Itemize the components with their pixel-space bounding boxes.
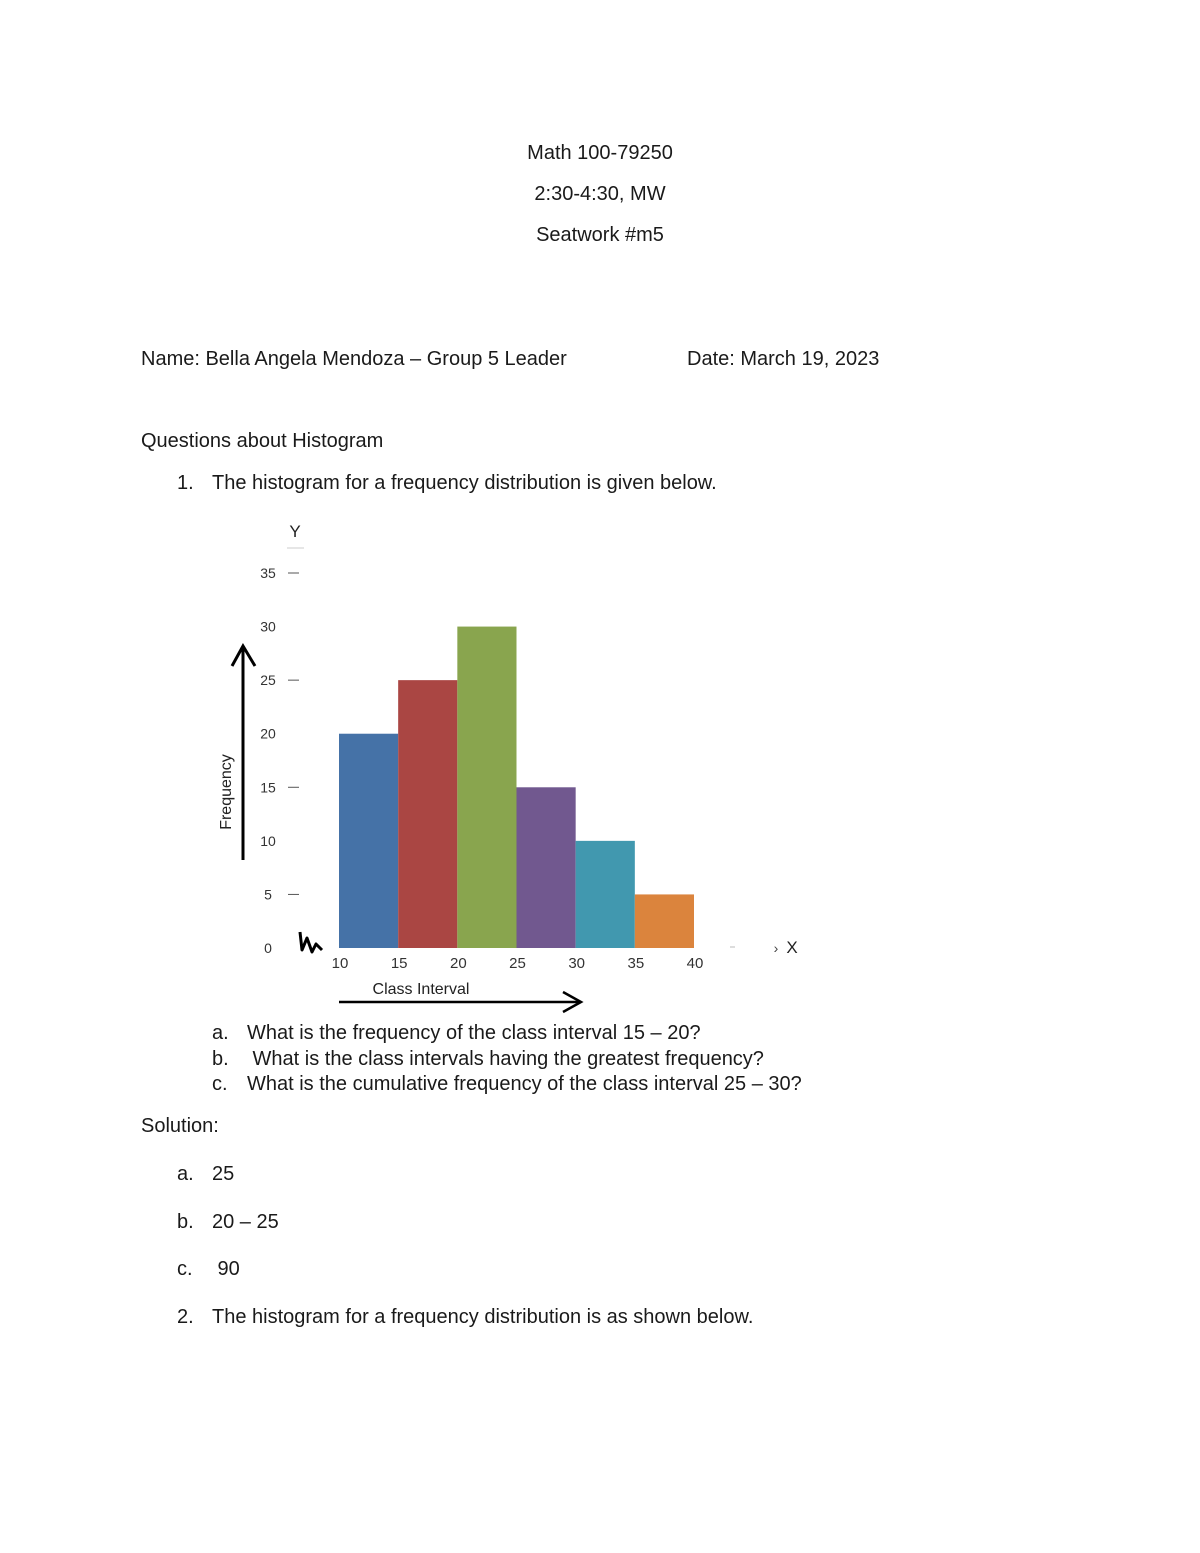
sub-question-b: What is the class intervals having the greatest frequency? xyxy=(247,1048,764,1070)
question-1-number: 1. xyxy=(177,472,194,494)
x-tick-label: 15 xyxy=(390,955,408,972)
x-tick-label: 10 xyxy=(331,955,349,972)
answer-letter-b: b. xyxy=(177,1211,194,1233)
y-axis-title: Frequency xyxy=(218,754,235,830)
y-tick-label: 35 xyxy=(260,565,276,581)
x-tick-label: 25 xyxy=(509,955,526,972)
answer-letter-c: c. xyxy=(177,1258,193,1280)
class-schedule: 2:30-4:30, MW xyxy=(534,183,666,205)
sub-question-letter-c: c. xyxy=(212,1073,228,1095)
question-2-text: The histogram for a frequency distribution is as shown below. xyxy=(212,1306,754,1328)
axis-break-squiggle xyxy=(300,932,322,952)
x-axis-title: Class Interval xyxy=(372,981,470,998)
y-tick-label: 30 xyxy=(260,618,276,635)
question-1-text: The histogram for a frequency distribution is given below. xyxy=(212,472,717,494)
x-axis-letter: X xyxy=(786,938,798,957)
y-tick-label: 15 xyxy=(260,779,276,796)
histogram-bar-30-35 xyxy=(576,841,635,948)
histogram-bar-20-25 xyxy=(457,627,516,948)
sub-question-letter-a: a. xyxy=(212,1022,229,1044)
answer-c: 90 xyxy=(212,1258,240,1280)
sub-question-letter-b: b. xyxy=(212,1048,229,1070)
solution-label: Solution: xyxy=(141,1115,219,1137)
bars-layer xyxy=(339,627,694,948)
section-title: Questions about Histogram xyxy=(141,430,384,452)
y-tick-label: 25 xyxy=(260,672,276,689)
histogram-bar-25-30 xyxy=(517,787,576,948)
histogram-bar-35-40 xyxy=(635,894,694,948)
histogram-bar-10-15 xyxy=(339,734,398,948)
student-name: Name: Bella Angela Mendoza – Group 5 Leader xyxy=(141,348,567,370)
answer-b: 20 – 25 xyxy=(212,1211,279,1233)
course-code: Math 100-79250 xyxy=(527,142,673,164)
x-tick-label: 20 xyxy=(449,955,467,972)
x-tick-label: 30 xyxy=(568,955,586,972)
answer-letter-a: a. xyxy=(177,1163,194,1185)
x-tick-label: 40 xyxy=(686,955,704,972)
y-tick-label: 5 xyxy=(264,886,272,903)
y-tick-label: 10 xyxy=(260,832,276,849)
document-title: Seatwork #m5 xyxy=(536,224,664,246)
answer-a: 25 xyxy=(212,1163,235,1185)
sub-question-c: What is the cumulative frequency of the class interval 25 – 30? xyxy=(247,1073,802,1095)
x-tick-label: 35 xyxy=(627,955,645,972)
question-2-number: 2. xyxy=(177,1306,194,1328)
y-axis-letter: Y xyxy=(289,522,301,541)
y-tick-label: 20 xyxy=(260,725,276,742)
y-tick-label: 0 xyxy=(264,940,272,956)
histogram-bar-15-20 xyxy=(398,680,457,948)
document-date: Date: March 19, 2023 xyxy=(687,348,880,370)
x-axis-arrow-glyph: › xyxy=(773,940,779,956)
sub-question-a: What is the frequency of the class interval 15 – 20? xyxy=(247,1022,701,1044)
